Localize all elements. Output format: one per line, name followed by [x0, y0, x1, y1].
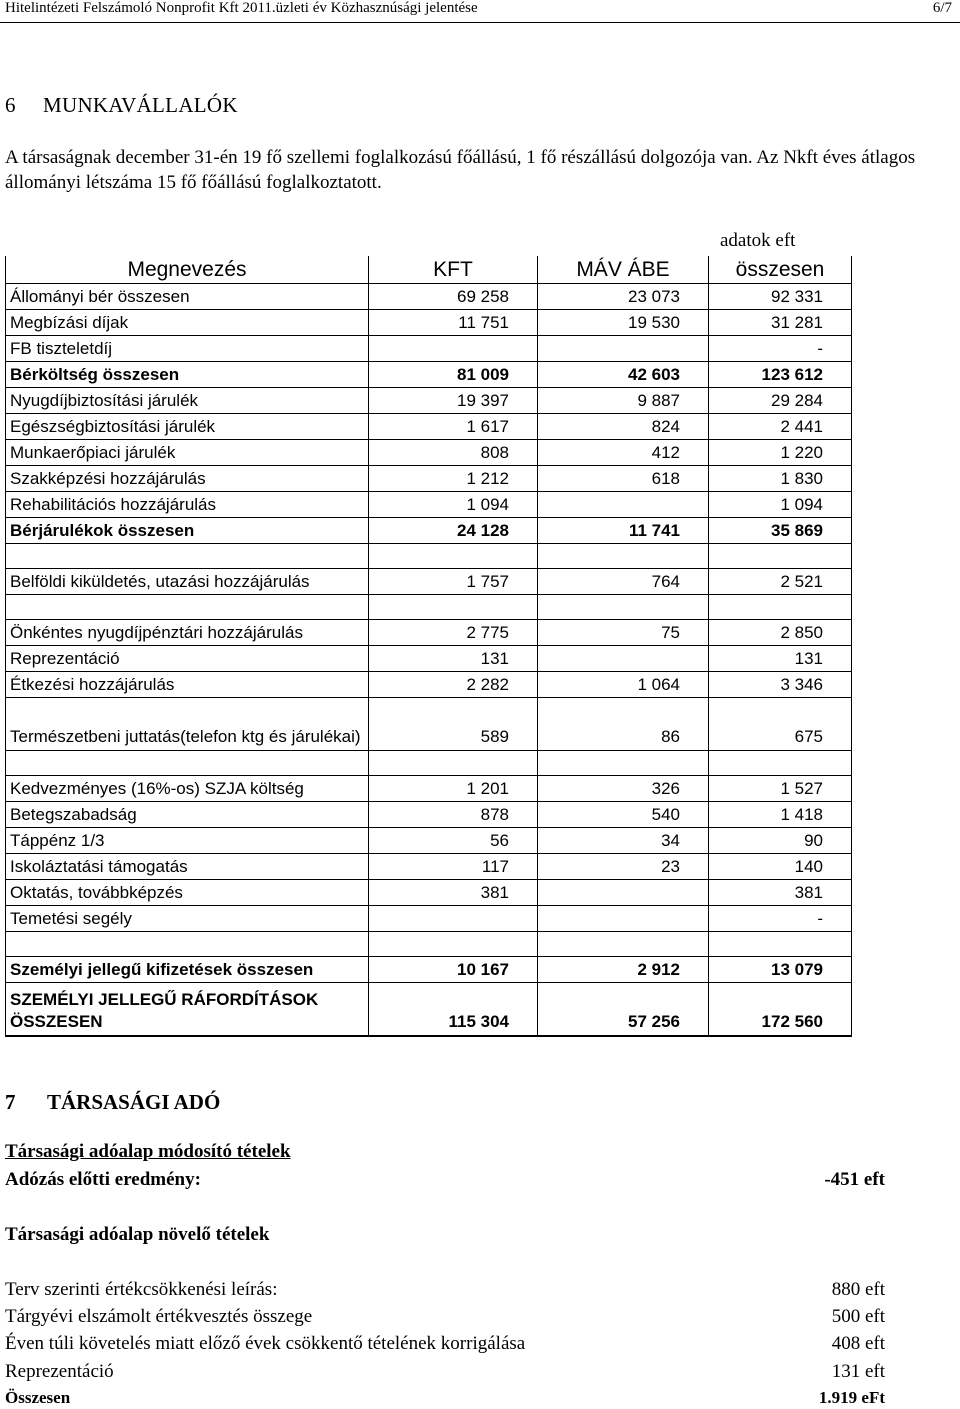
- header-cell: Megnevezés: [6, 256, 369, 284]
- value-cell: 172 560: [709, 983, 852, 1037]
- value-cell: [538, 646, 709, 672]
- value-cell: 2 775: [369, 620, 538, 646]
- value-cell: 381: [369, 880, 538, 906]
- table-row: [6, 646, 852, 672]
- spacer-cell: [709, 932, 852, 957]
- value-cell: 2 282: [369, 672, 538, 698]
- table-row: [6, 569, 852, 595]
- spacer-cell: [369, 751, 538, 776]
- value-cell: 540: [538, 802, 709, 828]
- value-cell: 24 128: [369, 518, 538, 544]
- pretax-label: Adózás előtti eredmény:: [5, 1169, 201, 1190]
- item-label: Tárgyévi elszámolt értékvesztés összege: [5, 1306, 313, 1327]
- spacer-cell: [709, 595, 852, 620]
- value-cell: 13 079: [709, 957, 852, 983]
- employees-paragraph: A társaságnak december 31-én 19 fő szellemi foglalkozású főállású, 1 fő részállású dolgozója van. Az Nkft éves átlagos állományi létszáma 15 fő főállású foglalkoztatott.: [5, 147, 916, 193]
- item-value: 408 eft: [831, 1333, 885, 1354]
- value-cell: -: [709, 336, 852, 362]
- spacer-cell: [538, 751, 709, 776]
- value-cell: 10 167: [369, 957, 538, 983]
- spacer-cell: [709, 544, 852, 569]
- value-cell: 131: [369, 646, 538, 672]
- value-cell: 81 009: [369, 362, 538, 388]
- table-row: [6, 466, 852, 492]
- table-row: [6, 284, 852, 310]
- value-cell: 69 258: [369, 284, 538, 310]
- row-label-cell: Munkaerőpiaci járulék: [6, 440, 369, 466]
- row-label-cell: Személyi jellegű kifizetések összesen: [6, 957, 369, 983]
- value-cell: 86: [538, 698, 709, 751]
- table-row: [6, 802, 852, 828]
- table-row: [6, 957, 852, 983]
- section-title: TÁRSASÁGI ADÓ: [47, 1090, 221, 1114]
- row-label-cell: Természetbeni juttatás(telefon ktg és járulékai): [6, 698, 369, 751]
- value-cell: 1 830: [709, 466, 852, 492]
- value-cell: 31 281: [709, 310, 852, 336]
- table-row: [6, 440, 852, 466]
- value-cell: 1 418: [709, 802, 852, 828]
- page-header: [0, 0, 960, 23]
- row-label-cell: Oktatás, továbbképzés: [6, 880, 369, 906]
- value-cell: 35 869: [709, 518, 852, 544]
- row-label-cell: Önkéntes nyugdíjpénztári hozzájárulás: [6, 620, 369, 646]
- value-cell: 412: [538, 440, 709, 466]
- value-cell: 131: [709, 646, 852, 672]
- table-row: [6, 620, 852, 646]
- value-cell: 90: [709, 828, 852, 854]
- table-row: [6, 310, 852, 336]
- row-label-cell: Táppénz 1/3: [6, 828, 369, 854]
- value-cell: 1 617: [369, 414, 538, 440]
- spacer-cell: [538, 932, 709, 957]
- value-cell: 1 094: [369, 492, 538, 518]
- table-row: [6, 983, 852, 1037]
- value-cell: 2 850: [709, 620, 852, 646]
- increasing-heading: Társasági adóalap növelő tételek: [5, 1224, 270, 1245]
- value-cell: 34: [538, 828, 709, 854]
- spacer-cell: [709, 751, 852, 776]
- row-label-cell: Reprezentáció: [6, 646, 369, 672]
- value-cell: 117: [369, 854, 538, 880]
- section-number: 6: [5, 93, 16, 117]
- row-label-cell: Szakképzési hozzájárulás: [6, 466, 369, 492]
- spacer-cell: [369, 595, 538, 620]
- value-cell: 1 064: [538, 672, 709, 698]
- row-label-cell: Bérköltség összesen: [6, 362, 369, 388]
- spacer-cell: [6, 932, 369, 957]
- spacer-cell: [538, 595, 709, 620]
- value-cell: 9 887: [538, 388, 709, 414]
- row-label-cell: FB tiszteletdíj: [6, 336, 369, 362]
- section-title: MUNKAVÁLLALÓK: [43, 93, 238, 117]
- table-row: [6, 698, 852, 751]
- value-cell: 589: [369, 698, 538, 751]
- row-label-cell: Betegszabadság: [6, 802, 369, 828]
- value-cell: 1 201: [369, 776, 538, 802]
- item-label: Éven túli követelés miatt előző évek csökkentő tételének korrigálása: [5, 1333, 526, 1354]
- pretax-value: -451 eft: [824, 1169, 885, 1190]
- header-cell: KFT: [369, 256, 538, 284]
- table-row: [6, 388, 852, 414]
- value-cell: 1 527: [709, 776, 852, 802]
- table-row: [6, 672, 852, 698]
- table-row: [6, 492, 852, 518]
- table-row: [6, 854, 852, 880]
- unit-note: adatok eft: [720, 230, 796, 251]
- value-cell: [538, 336, 709, 362]
- spacer-cell: [6, 544, 369, 569]
- value-cell: 878: [369, 802, 538, 828]
- document-title: Hitelintézeti Felszámoló Nonprofit Kft 2011.üzleti év Közhasznúsági jelentése: [5, 0, 478, 16]
- spacer-row: [6, 932, 852, 957]
- value-cell: 140: [709, 854, 852, 880]
- row-label-cell: Kedvezményes (16%-os) SZJA költség: [6, 776, 369, 802]
- row-label-cell: Egészségbiztosítási járulék: [6, 414, 369, 440]
- value-cell: 2 912: [538, 957, 709, 983]
- value-cell: 29 284: [709, 388, 852, 414]
- row-label-cell: Megbízási díjak: [6, 310, 369, 336]
- value-cell: 92 331: [709, 284, 852, 310]
- spacer-row: [6, 751, 852, 776]
- value-cell: 764: [538, 569, 709, 595]
- item-value: 131 eft: [831, 1361, 885, 1382]
- table-row: [6, 518, 852, 544]
- spacer-row: [6, 544, 852, 569]
- value-cell: [538, 880, 709, 906]
- page-number: 6/7: [932, 0, 952, 16]
- spacer-cell: [6, 595, 369, 620]
- value-cell: 1 212: [369, 466, 538, 492]
- section-7-heading: [5, 1090, 220, 1115]
- row-label-cell: Étkezési hozzájárulás: [6, 672, 369, 698]
- value-cell: 123 612: [709, 362, 852, 388]
- row-label-cell: Rehabilitációs hozzájárulás: [6, 492, 369, 518]
- table-row: [6, 776, 852, 802]
- spacer-cell: [538, 544, 709, 569]
- value-cell: 1 757: [369, 569, 538, 595]
- modifiers-heading: Társasági adóalap módosító tételek: [5, 1141, 291, 1162]
- value-cell: 19 530: [538, 310, 709, 336]
- table-row: [6, 906, 852, 932]
- table-row: [6, 414, 852, 440]
- row-label-cell: Temetési segély: [6, 906, 369, 932]
- value-cell: [369, 906, 538, 932]
- value-cell: 57 256: [538, 983, 709, 1037]
- item-value: 500 eft: [831, 1306, 885, 1327]
- value-cell: 2 441: [709, 414, 852, 440]
- item-label: Reprezentáció: [5, 1361, 114, 1382]
- table-header-row: [6, 256, 852, 284]
- table-row: [6, 880, 852, 906]
- value-cell: 1 094: [709, 492, 852, 518]
- value-cell: 19 397: [369, 388, 538, 414]
- item-value: 880 eft: [831, 1279, 885, 1300]
- value-cell: 23 073: [538, 284, 709, 310]
- value-cell: 618: [538, 466, 709, 492]
- table-row: [6, 828, 852, 854]
- table-row: [6, 362, 852, 388]
- value-cell: 3 346: [709, 672, 852, 698]
- row-label-cell: Állományi bér összesen: [6, 284, 369, 310]
- value-cell: 115 304: [369, 983, 538, 1037]
- value-cell: 675: [709, 698, 852, 751]
- value-cell: 2 521: [709, 569, 852, 595]
- value-cell: 808: [369, 440, 538, 466]
- spacer-cell: [369, 932, 538, 957]
- table-row: [6, 336, 852, 362]
- header-cell: összesen: [709, 256, 852, 284]
- value-cell: 326: [538, 776, 709, 802]
- header-cell: MÁV ÁBE: [538, 256, 709, 284]
- value-cell: 1 220: [709, 440, 852, 466]
- item-label: Terv szerinti értékcsökkenési leírás:: [5, 1279, 278, 1300]
- row-label-cell: SZEMÉLYI JELLEGŰ RÁFORDÍTÁSOK ÖSSZESEN: [6, 983, 369, 1037]
- value-cell: -: [709, 906, 852, 932]
- row-label-cell: Bérjárulékok összesen: [6, 518, 369, 544]
- total-value: 1.919 eFt: [818, 1388, 885, 1407]
- personnel-costs-table: [5, 256, 852, 1037]
- row-label-cell: Belföldi kiküldetés, utazási hozzájárulás: [6, 569, 369, 595]
- value-cell: [369, 336, 538, 362]
- value-cell: 11 741: [538, 518, 709, 544]
- value-cell: 381: [709, 880, 852, 906]
- row-label-cell: Iskoláztatási támogatás: [6, 854, 369, 880]
- value-cell: 56: [369, 828, 538, 854]
- spacer-cell: [6, 751, 369, 776]
- spacer-cell: [369, 544, 538, 569]
- value-cell: [538, 492, 709, 518]
- section-number: 7: [5, 1090, 16, 1114]
- value-cell: 824: [538, 414, 709, 440]
- value-cell: 11 751: [369, 310, 538, 336]
- value-cell: 75: [538, 620, 709, 646]
- spacer-row: [6, 595, 852, 620]
- value-cell: [538, 906, 709, 932]
- value-cell: 23: [538, 854, 709, 880]
- row-label-cell: Nyugdíjbiztosítási járulék: [6, 388, 369, 414]
- section-6-heading: [5, 93, 238, 118]
- total-label: Összesen: [5, 1388, 71, 1407]
- value-cell: 42 603: [538, 362, 709, 388]
